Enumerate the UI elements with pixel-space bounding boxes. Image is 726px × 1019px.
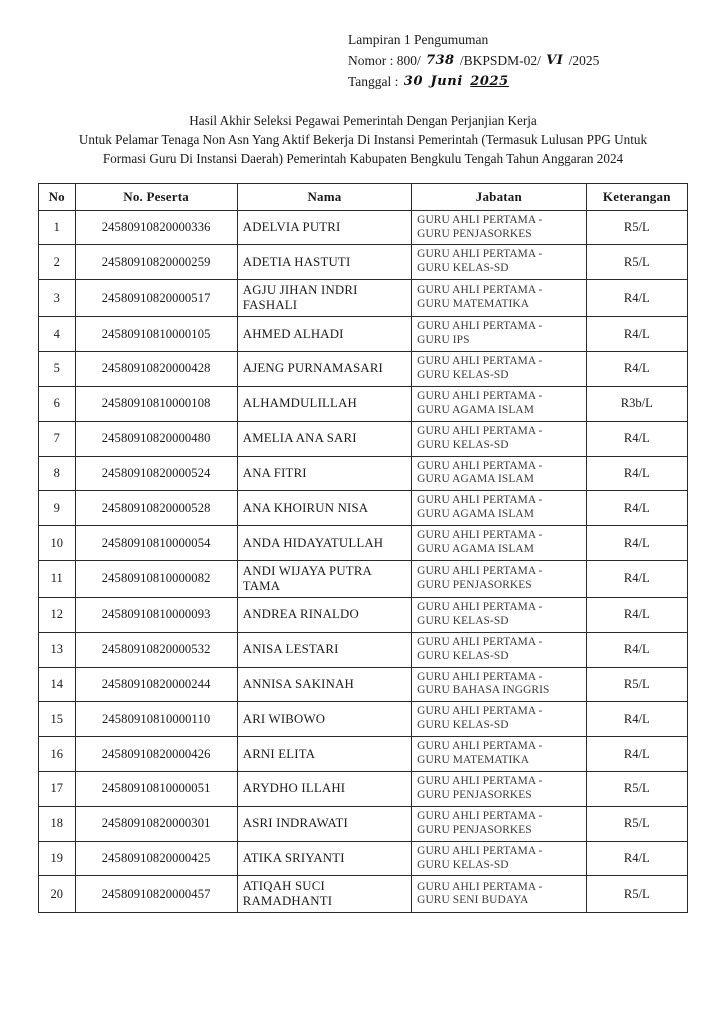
cell-no: 17 xyxy=(39,772,76,807)
cell-no: 1 xyxy=(39,210,76,245)
cell-no: 7 xyxy=(39,421,76,456)
cell-remark: R4/L xyxy=(586,491,687,526)
column-header-jabatan: Jabatan xyxy=(412,183,586,210)
cell-no: 14 xyxy=(39,667,76,702)
cell-position xyxy=(412,421,586,456)
cell-remark: R5/L xyxy=(586,806,687,841)
cell-no: 9 xyxy=(39,491,76,526)
cell-remark: R4/L xyxy=(586,317,687,352)
cell-no: 15 xyxy=(39,702,76,737)
cell-name: ANDREA RINALDO xyxy=(237,597,411,632)
table-row xyxy=(39,491,688,526)
cell-no: 12 xyxy=(39,597,76,632)
cell-participant-number: 24580910810000105 xyxy=(75,317,237,352)
cell-position xyxy=(412,245,586,280)
nomor-handwritten-number: 738 xyxy=(426,52,455,68)
attachment-label: Lampiran 1 Pengumuman xyxy=(348,32,489,47)
tanggal-handwritten-year: 2025 xyxy=(470,74,509,90)
cell-no: 3 xyxy=(39,280,76,317)
cell-position xyxy=(412,386,586,421)
cell-remark: R4/L xyxy=(586,352,687,387)
table-row xyxy=(39,386,688,421)
position-line-2: GURU KELAS-SD xyxy=(417,368,509,381)
cell-participant-number: 24580910820000244 xyxy=(75,667,237,702)
position-line-2: GURU PENJASORKES xyxy=(417,823,532,836)
results-table xyxy=(38,183,688,914)
cell-position xyxy=(412,210,586,245)
cell-position xyxy=(412,317,586,352)
position-line-1: GURU AHLI PERTAMA - xyxy=(417,600,543,613)
column-header-no: No xyxy=(39,183,76,210)
cell-remark: R5/L xyxy=(586,667,687,702)
cell-participant-number: 24580910820000425 xyxy=(75,841,237,876)
table-row xyxy=(39,772,688,807)
cell-remark: R4/L xyxy=(586,597,687,632)
position-line-1: GURU AHLI PERTAMA - xyxy=(417,809,543,822)
table-row xyxy=(39,280,688,317)
cell-remark: R3b/L xyxy=(586,386,687,421)
cell-remark: R4/L xyxy=(586,456,687,491)
cell-participant-number: 24580910820000428 xyxy=(75,352,237,387)
tanggal-handwritten-month: Juni xyxy=(430,74,463,90)
position-line-2: GURU KELAS-SD xyxy=(417,614,509,627)
cell-participant-number: 24580910820000457 xyxy=(75,876,237,913)
position-line-2: GURU AGAMA ISLAM xyxy=(417,473,534,486)
table-row xyxy=(39,876,688,913)
position-line-2: GURU PENJASORKES xyxy=(417,578,532,591)
position-line-1: GURU AHLI PERTAMA - xyxy=(417,320,543,333)
cell-name: ANDA HIDAYATULLAH xyxy=(237,526,411,561)
attachment-label-line xyxy=(348,30,688,51)
position-line-1: GURU AHLI PERTAMA - xyxy=(417,424,543,437)
table-header xyxy=(39,183,688,210)
position-line-1: GURU AHLI PERTAMA - xyxy=(417,355,543,368)
nomor-year-text: /2025 xyxy=(568,52,600,68)
position-line-1: GURU AHLI PERTAMA - xyxy=(417,635,543,648)
cell-name: AHMED ALHADI xyxy=(237,317,411,352)
table-row xyxy=(39,597,688,632)
cell-no: 5 xyxy=(39,352,76,387)
position-line-1: GURU AHLI PERTAMA - xyxy=(417,213,543,226)
cell-no: 6 xyxy=(39,386,76,421)
cell-no: 10 xyxy=(39,526,76,561)
nomor-middle-text: /BKPSDM-02/ xyxy=(459,52,541,68)
cell-remark: R4/L xyxy=(586,560,687,597)
cell-no: 11 xyxy=(39,560,76,597)
cell-participant-number: 24580910810000110 xyxy=(75,702,237,737)
position-line-1: GURU AHLI PERTAMA - xyxy=(417,459,543,472)
table-row xyxy=(39,317,688,352)
column-header-nama: Nama xyxy=(237,183,411,210)
position-line-1: GURU AHLI PERTAMA - xyxy=(417,284,543,297)
position-line-2: GURU KELAS-SD xyxy=(417,438,509,451)
cell-name: ATIQAH SUCI RAMADHANTI xyxy=(237,876,411,913)
title-line-3: Formasi Guru Di Instansi Daerah) Pemerintah Kabupaten Bengkulu Tengah Tahun Anggaran 2024 xyxy=(102,151,624,167)
cell-remark: R4/L xyxy=(586,737,687,772)
cell-remark: R4/L xyxy=(586,632,687,667)
position-line-2: GURU AGAMA ISLAM xyxy=(417,403,534,416)
cell-position xyxy=(412,667,586,702)
document-title xyxy=(38,111,688,168)
nomor-handwritten-month: VI xyxy=(546,52,564,68)
column-header-keterangan: Keterangan xyxy=(586,183,687,210)
cell-position xyxy=(412,737,586,772)
cell-participant-number: 24580910810000051 xyxy=(75,772,237,807)
title-line-1: Hasil Akhir Seleksi Pegawai Pemerintah Dengan Perjanjian Kerja xyxy=(189,113,537,129)
cell-name: AJENG PURNAMASARI xyxy=(237,352,411,387)
position-line-1: GURU AHLI PERTAMA - xyxy=(417,494,543,507)
document-header xyxy=(348,30,688,93)
cell-position xyxy=(412,456,586,491)
cell-no: 8 xyxy=(39,456,76,491)
cell-participant-number: 24580910820000532 xyxy=(75,632,237,667)
cell-name: ANA KHOIRUN NISA xyxy=(237,491,411,526)
tanggal-handwritten-day: 30 xyxy=(403,74,424,90)
position-line-1: GURU AHLI PERTAMA - xyxy=(417,705,543,718)
cell-name: ATIKA SRIYANTI xyxy=(237,841,411,876)
table-row xyxy=(39,456,688,491)
cell-remark: R5/L xyxy=(586,210,687,245)
cell-position xyxy=(412,352,586,387)
cell-remark: R4/L xyxy=(586,421,687,456)
position-line-2: GURU PENJASORKES xyxy=(417,227,532,240)
table-row xyxy=(39,667,688,702)
cell-participant-number: 24580910820000524 xyxy=(75,456,237,491)
cell-remark: R4/L xyxy=(586,702,687,737)
position-line-2: GURU IPS xyxy=(417,334,470,347)
position-line-2: GURU AGAMA ISLAM xyxy=(417,508,534,521)
tanggal-label: Tanggal : xyxy=(348,74,399,90)
position-line-2: GURU KELAS-SD xyxy=(417,719,509,732)
table-row xyxy=(39,841,688,876)
cell-participant-number: 24580910820000480 xyxy=(75,421,237,456)
cell-participant-number: 24580910810000108 xyxy=(75,386,237,421)
position-line-1: GURU AHLI PERTAMA - xyxy=(417,565,543,578)
cell-participant-number: 24580910820000259 xyxy=(75,245,237,280)
table-body xyxy=(39,210,688,913)
cell-participant-number: 24580910820000517 xyxy=(75,280,237,317)
cell-position xyxy=(412,280,586,317)
position-line-2: GURU AGAMA ISLAM xyxy=(417,543,534,556)
cell-remark: R4/L xyxy=(586,280,687,317)
cell-no: 2 xyxy=(39,245,76,280)
cell-position xyxy=(412,491,586,526)
cell-position xyxy=(412,597,586,632)
cell-name: ANISA LESTARI xyxy=(237,632,411,667)
cell-position xyxy=(412,632,586,667)
column-header-peserta: No. Peserta xyxy=(75,183,237,210)
cell-participant-number: 24580910810000082 xyxy=(75,560,237,597)
cell-no: 19 xyxy=(39,841,76,876)
cell-participant-number: 24580910820000336 xyxy=(75,210,237,245)
cell-position xyxy=(412,560,586,597)
cell-remark: R5/L xyxy=(586,772,687,807)
cell-name: ASRI INDRAWATI xyxy=(237,806,411,841)
cell-no: 4 xyxy=(39,317,76,352)
nomor-line xyxy=(348,51,688,72)
position-line-1: GURU AHLI PERTAMA - xyxy=(417,670,543,683)
cell-name: ARNI ELITA xyxy=(237,737,411,772)
cell-position xyxy=(412,876,586,913)
cell-position xyxy=(412,702,586,737)
cell-no: 13 xyxy=(39,632,76,667)
table-row xyxy=(39,737,688,772)
cell-name: ANNISA SAKINAH xyxy=(237,667,411,702)
cell-no: 16 xyxy=(39,737,76,772)
cell-name: ARYDHO ILLAHI xyxy=(237,772,411,807)
table-row xyxy=(39,632,688,667)
position-line-2: GURU PENJASORKES xyxy=(417,788,532,801)
cell-position xyxy=(412,772,586,807)
tanggal-line xyxy=(348,72,688,93)
table-row xyxy=(39,702,688,737)
position-line-1: GURU AHLI PERTAMA - xyxy=(417,775,543,787)
table-row xyxy=(39,560,688,597)
cell-name: ARI WIBOWO xyxy=(237,702,411,737)
cell-participant-number: 24580910820000426 xyxy=(75,737,237,772)
cell-participant-number: 24580910820000528 xyxy=(75,491,237,526)
position-line-2: GURU KELAS-SD xyxy=(417,262,509,275)
cell-no: 20 xyxy=(39,876,76,913)
position-line-2: GURU KELAS-SD xyxy=(417,858,509,871)
title-line-2: Untuk Pelamar Tenaga Non Asn Yang Aktif Bekerja Di Instansi Pemerintah (Termasuk Lulusan PPG Untuk xyxy=(78,132,648,148)
position-line-1: GURU AHLI PERTAMA - xyxy=(417,740,543,753)
position-line-1: GURU AHLI PERTAMA - xyxy=(417,389,543,402)
cell-name: AGJU JIHAN INDRI FASHALI xyxy=(237,280,411,317)
position-line-2: GURU KELAS-SD xyxy=(417,649,509,662)
cell-no: 18 xyxy=(39,806,76,841)
position-line-1: GURU AHLI PERTAMA - xyxy=(417,880,543,893)
position-line-2: GURU MATEMATIKA xyxy=(417,754,530,767)
cell-name: AMELIA ANA SARI xyxy=(237,421,411,456)
nomor-label: Nomor : 800/ xyxy=(348,52,421,68)
position-line-2: GURU SENI BUDAYA xyxy=(417,894,529,907)
cell-remark: R4/L xyxy=(586,526,687,561)
cell-position xyxy=(412,806,586,841)
table-row xyxy=(39,352,688,387)
table-row xyxy=(39,526,688,561)
cell-remark: R5/L xyxy=(586,245,687,280)
table-header-row xyxy=(39,183,688,210)
table-row xyxy=(39,210,688,245)
cell-name: ANDI WIJAYA PUTRA TAMA xyxy=(237,560,411,597)
cell-participant-number: 24580910820000301 xyxy=(75,806,237,841)
position-line-1: GURU AHLI PERTAMA - xyxy=(417,248,543,261)
table-row xyxy=(39,245,688,280)
position-line-2: GURU BAHASA INGGRIS xyxy=(417,684,550,697)
cell-position xyxy=(412,841,586,876)
cell-participant-number: 24580910810000054 xyxy=(75,526,237,561)
position-line-2: GURU MATEMATIKA xyxy=(417,298,530,311)
cell-position xyxy=(412,526,586,561)
cell-name: ADELVIA PUTRI xyxy=(237,210,411,245)
cell-name: ADETIA HASTUTI xyxy=(237,245,411,280)
table-row xyxy=(39,806,688,841)
cell-name: ANA FITRI xyxy=(237,456,411,491)
table-row xyxy=(39,421,688,456)
position-line-1: GURU AHLI PERTAMA - xyxy=(417,529,543,542)
position-line-1: GURU AHLI PERTAMA - xyxy=(417,844,543,857)
cell-remark: R4/L xyxy=(586,841,687,876)
cell-name: ALHAMDULILLAH xyxy=(237,386,411,421)
cell-remark: R5/L xyxy=(586,876,687,913)
cell-participant-number: 24580910810000093 xyxy=(75,597,237,632)
